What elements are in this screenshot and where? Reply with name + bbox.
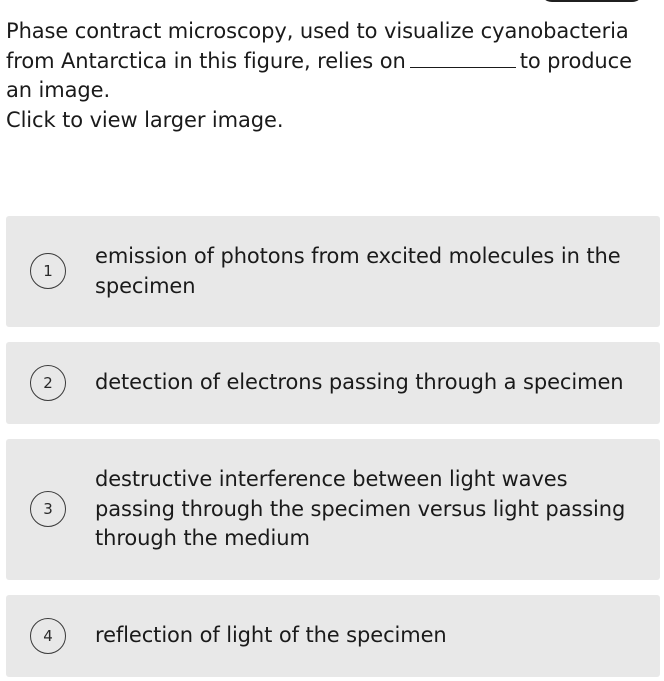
option-number-badge: 2 [30,365,66,401]
answer-blank [410,49,516,68]
top-tab-button[interactable] [540,0,644,2]
option-number-badge: 4 [30,618,66,654]
option-number-badge: 1 [30,253,66,289]
answer-option-4[interactable] [6,595,660,677]
answer-option-1[interactable] [6,216,660,327]
question-block [6,17,656,135]
option-label: emission of photons from excited molecules in the specimen [95,244,621,298]
option-label: detection of electrons passing through a specimen [95,370,624,394]
question-text [6,17,656,106]
answer-option-2[interactable] [6,342,660,424]
option-number-badge: 3 [30,491,66,527]
view-larger-image-link[interactable]: Click to view larger image. [6,107,284,132]
answer-option-3[interactable] [6,439,660,580]
question-text-before-blank: Phase contract microscopy, used to visualize cyanobacteria from Antarctica in this figure, relies on [6,19,629,73]
question-text-after-blank: to produce an image. [6,48,632,102]
option-label: destructive interference between light waves passing through the specimen versus light passing through the medium [95,467,626,550]
option-label: reflection of light of the specimen [95,623,447,647]
